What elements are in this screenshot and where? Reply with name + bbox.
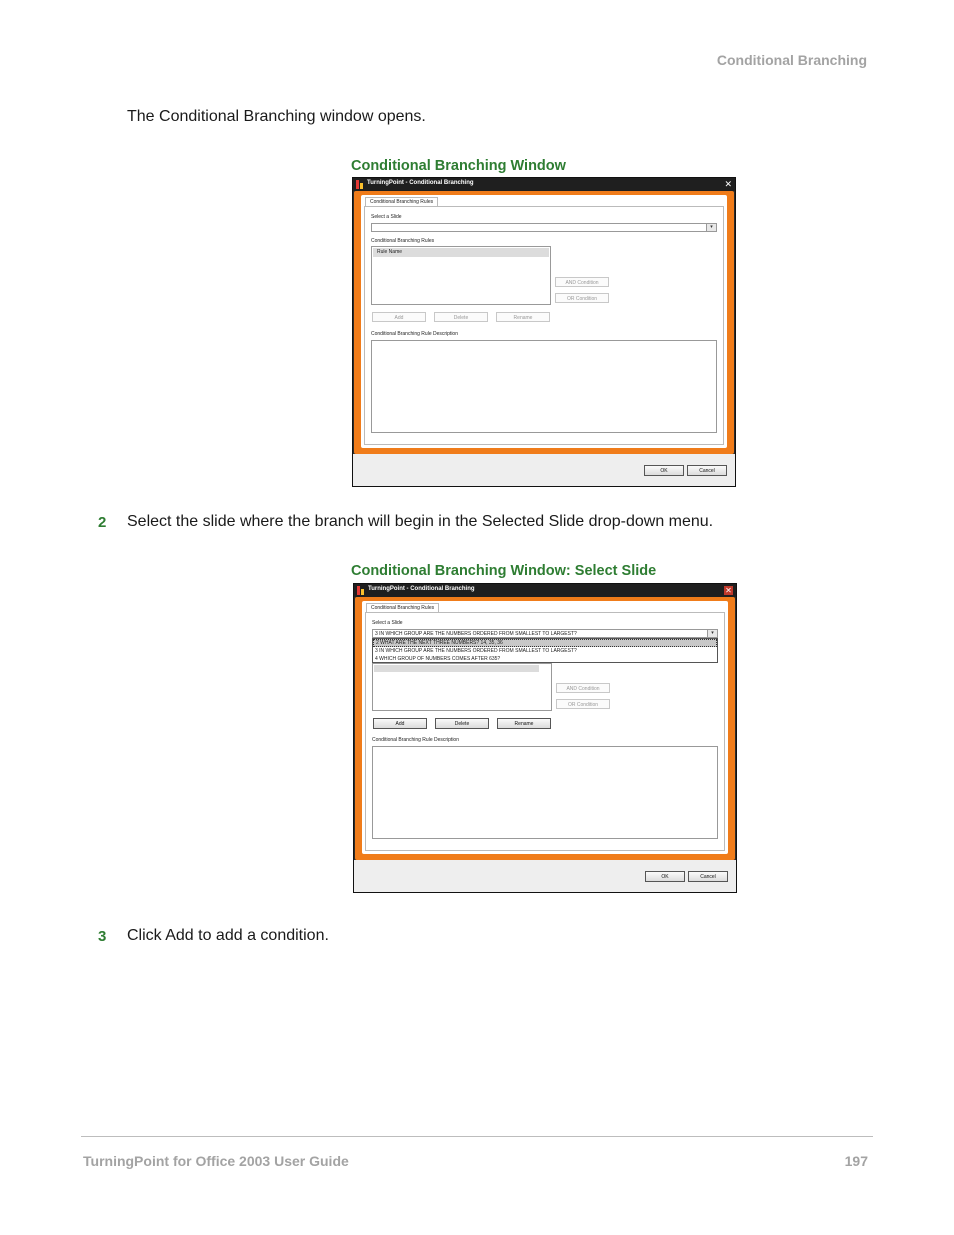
dropdown-option[interactable]: 4 WHICH GROUP OF NUMBERS COMES AFTER 635? xyxy=(375,656,501,662)
and-condition-button[interactable]: AND Condition xyxy=(556,683,610,693)
rules-listbox[interactable] xyxy=(371,246,551,305)
window-title: TurningPoint - Conditional Branching xyxy=(368,586,475,592)
select-slide-label: Select a Slide xyxy=(371,214,402,220)
step-3-text: Click Add to add a condition. xyxy=(127,927,329,944)
chevron-down-icon[interactable]: ▾ xyxy=(706,224,716,231)
turningpoint-logo-icon xyxy=(357,586,365,595)
tab-body xyxy=(365,612,725,851)
description-label: Conditional Branching Rule Description xyxy=(371,331,458,337)
rules-listbox[interactable] xyxy=(372,663,552,711)
dropdown-option[interactable]: 2 WHAT ARE THE NEXT THREE NUMBERS? 14, 35, 36 xyxy=(373,639,717,647)
ok-button[interactable]: OK xyxy=(644,465,684,476)
turningpoint-logo-icon xyxy=(356,180,364,189)
content-panel xyxy=(362,601,728,854)
figure2-dialog-window xyxy=(353,583,737,893)
step-3-number: 3 xyxy=(98,928,107,945)
ok-button[interactable]: OK xyxy=(645,871,685,882)
step-2-text: Select the slide where the branch will begin in the Selected Slide drop-down menu. xyxy=(127,513,714,530)
rename-button[interactable]: Rename xyxy=(496,312,550,322)
dropdown-option[interactable]: 3 IN WHICH GROUP ARE THE NUMBERS ORDERED FROM SMALLEST TO LARGEST? xyxy=(375,648,577,654)
figure1-dialog-window xyxy=(352,177,736,487)
step-2-number: 2 xyxy=(98,514,107,531)
rule-name-column-header[interactable] xyxy=(374,665,539,672)
intro-text: The Conditional Branching window opens. xyxy=(127,108,426,125)
rule-name-column-header[interactable]: Rule Name xyxy=(373,248,549,257)
or-condition-button[interactable]: OR Condition xyxy=(556,699,610,709)
button-bar xyxy=(354,860,736,892)
figure2-caption: Conditional Branching Window: Select Slide xyxy=(351,563,657,579)
figure1-caption: Conditional Branching Window xyxy=(351,158,566,174)
content-panel xyxy=(361,195,727,448)
slide-dropdown-list[interactable] xyxy=(372,638,718,663)
footer-guide-title: TurningPoint for Office 2003 User Guide xyxy=(83,1153,349,1169)
tab-conditional-branching-rules[interactable]: Conditional Branching Rules xyxy=(366,603,439,613)
or-condition-button[interactable]: OR Condition xyxy=(555,293,609,303)
cancel-button[interactable]: Cancel xyxy=(687,465,727,476)
orange-frame xyxy=(354,191,734,454)
cancel-button[interactable]: Cancel xyxy=(688,871,728,882)
window-title: TurningPoint - Conditional Branching xyxy=(367,180,474,186)
orange-frame xyxy=(355,597,735,860)
and-condition-button[interactable]: AND Condition xyxy=(555,277,609,287)
select-slide-dropdown[interactable] xyxy=(371,223,717,232)
rename-button[interactable]: Rename xyxy=(497,718,551,729)
chevron-down-icon[interactable]: ▾ xyxy=(707,630,717,637)
select-slide-value: 3 IN WHICH GROUP ARE THE NUMBERS ORDERED FROM SMALLEST TO LARGEST? xyxy=(375,631,577,637)
title-bar xyxy=(354,584,736,597)
tab-body xyxy=(364,206,724,445)
close-icon[interactable]: ✕ xyxy=(725,586,732,595)
select-slide-dropdown[interactable] xyxy=(372,629,718,638)
add-button[interactable]: Add xyxy=(373,718,427,729)
page-number: 197 xyxy=(844,1153,868,1169)
running-header: Conditional Branching xyxy=(716,52,867,68)
tab-conditional-branching-rules[interactable]: Conditional Branching Rules xyxy=(365,197,438,207)
description-textarea[interactable] xyxy=(372,746,718,839)
title-bar xyxy=(353,178,735,191)
footer-divider xyxy=(81,1136,873,1137)
description-label: Conditional Branching Rule Description xyxy=(372,737,459,743)
button-bar xyxy=(353,454,735,486)
close-icon[interactable]: ✕ xyxy=(724,179,732,189)
delete-button[interactable]: Delete xyxy=(434,312,488,322)
add-button[interactable]: Add xyxy=(372,312,426,322)
rules-label: Conditional Branching Rules xyxy=(371,238,435,244)
description-textarea[interactable] xyxy=(371,340,717,433)
delete-button[interactable]: Delete xyxy=(435,718,489,729)
select-slide-label: Select a Slide xyxy=(372,620,403,626)
